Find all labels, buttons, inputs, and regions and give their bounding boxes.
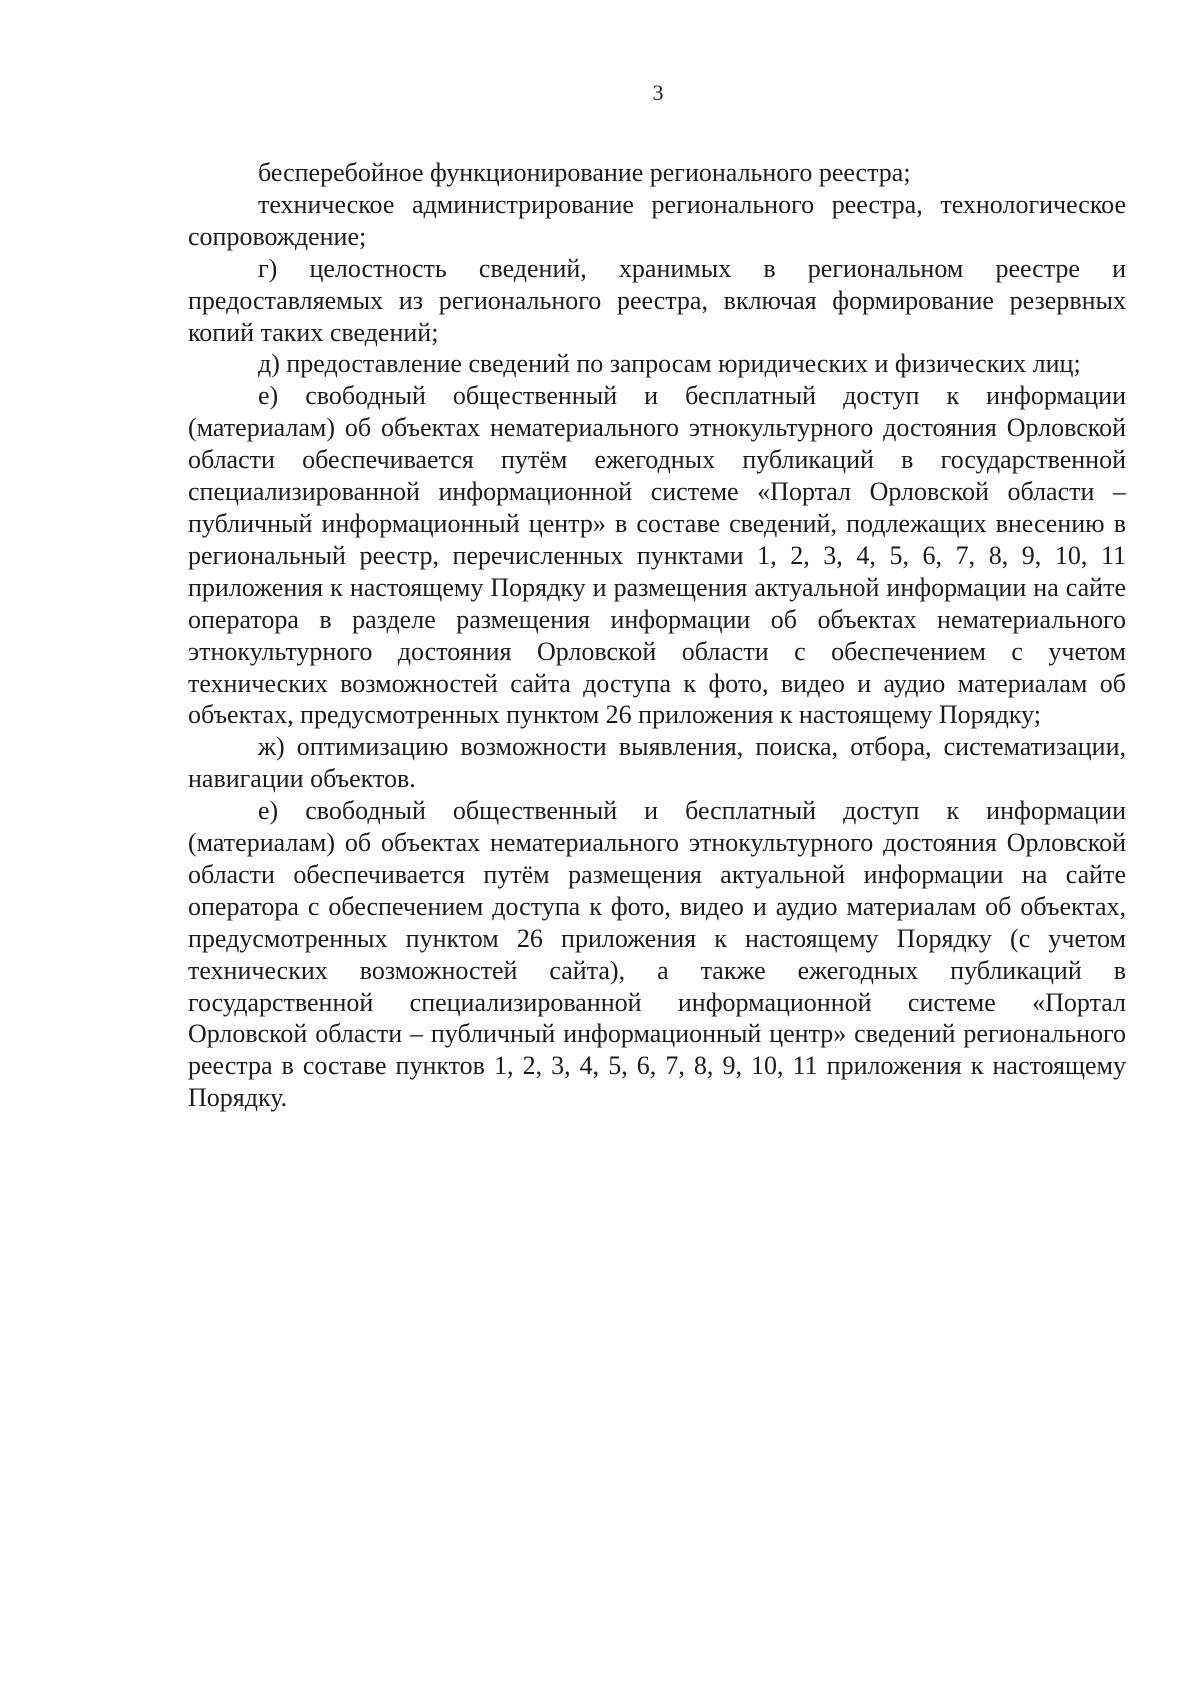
paragraph-item-e-access-revised: е) свободный общественный и бесплатный доступ к информации (материалам) об объектах нематериального этнокультурного достояния Орловской области обеспечивается путём размещения актуальной информации на сайте оператора с обеспечением доступа к фото, видео и аудио материалам об объектах, предусмотренных пунктом 26 приложения к настоящему Порядку (с учетом технических возможностей сайта), а также ежегодных публикаций в государственной специализированной информационной системе «Портал Орловской области – публичный информационный центр» сведений регионального реестра в составе пунктов 1, 2, 3, 4, 5, 6, 7, 8, 9, 10, 11 приложения к настоящему Порядку.: [188, 796, 1126, 1113]
paragraph-item-g-integrity: г) целостность сведений, хранимых в региональном реестре и предоставляемых из регионального реестра, включая формирование резервных копий таких сведений;: [188, 253, 1126, 347]
paragraph-uninterrupted-operation: бесперебойное функционирование регионального реестра;: [258, 158, 911, 187]
paragraph-item-zh-optimization: ж) оптимизацию возможности выявления, поиска, отбора, систематизации, навигации объектов.: [188, 732, 1126, 794]
paragraph-technical-administration: техническое администрирование регионального реестра, технологическое сопровождение;: [188, 189, 1126, 251]
paragraph-item-e-access: е) свободный общественный и бесплатный доступ к информации (материалам) об объектах нематериального этнокультурного достояния Орловской области обеспечивается путём ежегодных публикаций в государственной специализированной информационной системе «Портал Орловской области – публичный информационный центр» в составе сведений, подлежащих внесению в региональный реестр, перечисленных пунктами 1, 2, 3, 4, 5, 6, 7, 8, 9, 10, 11 приложения к настоящему Порядку и размещения актуальной информации на сайте оператора в разделе размещения информации об объектах нематериального этнокультурного достояния Орловской области с обеспечением с учетом технических возможностей сайта доступа к фото, видео и аудио материалам об объектах, предусмотренных пунктом 26 приложения к настоящему Порядку;: [188, 381, 1126, 730]
page-number: 3: [652, 80, 664, 105]
paragraph-item-d-requests: д) предоставление сведений по запросам юридических и физических лиц;: [258, 349, 1081, 379]
document-body: [188, 157, 1126, 1114]
